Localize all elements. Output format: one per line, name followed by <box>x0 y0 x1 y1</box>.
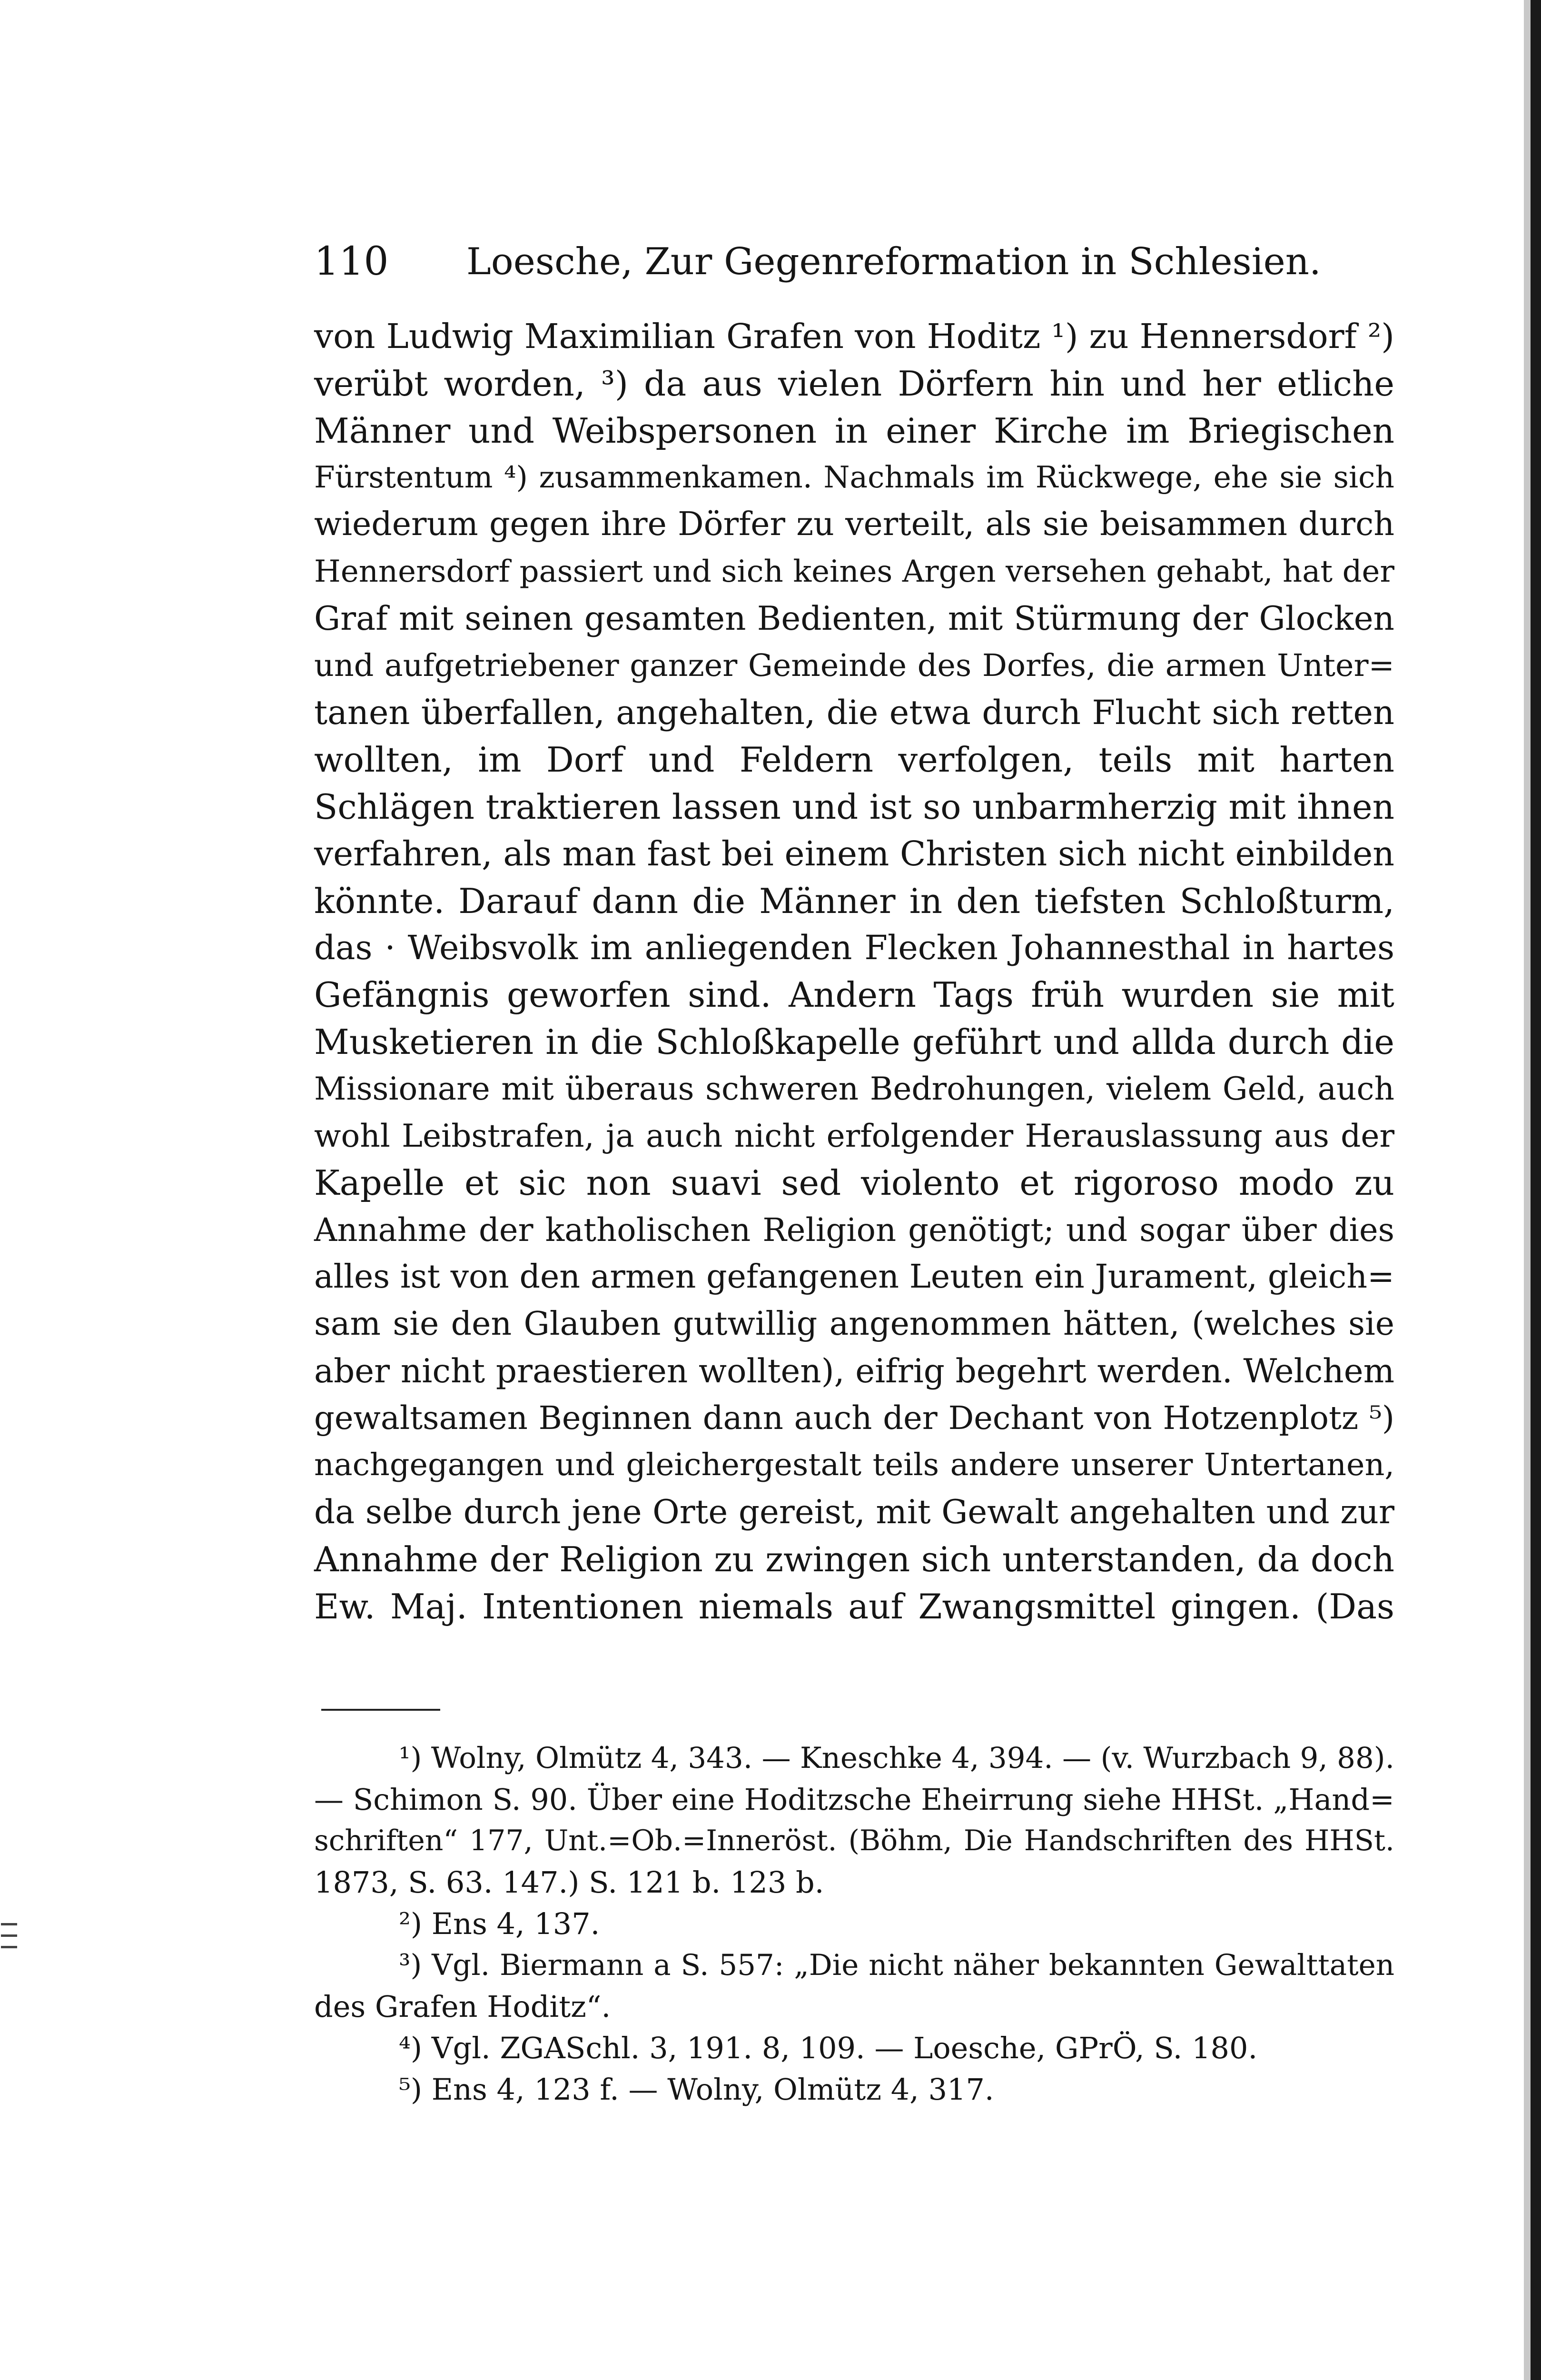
page-number: 110 <box>314 239 389 284</box>
text-line: Musketieren in die Schloßkapelle geführt und allda durch die <box>314 1021 1394 1062</box>
text-line: alles ist von den armen gefangenen Leuten ein Jurament, gleich= <box>314 1258 1394 1296</box>
text-line: verübt worden, ³) da aus vielen Dörfern hin und her etliche <box>314 363 1394 404</box>
footnote-line: — Schimon S. 90. Über eine Hoditzsche Eheirrung siehe HHSt. „Hand= <box>314 1782 1394 1817</box>
page-header <box>314 233 1394 290</box>
text-line: da selbe durch jene Orte gereist, mit Gewalt angehalten und zur <box>314 1493 1394 1531</box>
footnote-1: ¹) Wolny, Olmütz 4, 343. — Kneschke 4, 394. — (v. Wurzbach 9, 88). <box>399 1741 1394 1775</box>
footnote-2: ²) Ens 4, 137. <box>399 1906 600 1941</box>
text-line: von Ludwig Maximilian Grafen von Hoditz ¹) zu Hennersdorf ²) <box>314 317 1394 356</box>
text-line: Missionare mit überaus schweren Bedrohungen, vielem Geld, auch <box>314 1070 1394 1107</box>
running-title: Loesche, Zur Gegenreformation in Schlesien. <box>466 240 1321 283</box>
text-line: wollten, im Dorf und Feldern verfolgen, teils mit harten <box>314 740 1394 780</box>
text-line: aber nicht praestieren wollten), eifrig begehrt werden. Welchem <box>314 1352 1394 1390</box>
footnote-3: ³) Vgl. Biermann a S. 557: „Die nicht näher bekannten Gewalttaten <box>399 1948 1394 1982</box>
text-line: tanen überfallen, angehalten, die etwa durch Flucht sich retten <box>314 693 1394 733</box>
body-text <box>314 313 1394 1630</box>
text-line: wiederum gegen ihre Dörfer zu verteilt, als sie beisammen durch <box>314 506 1394 544</box>
text-line: nachgegangen und gleichergestalt teils andere unserer Untertanen, <box>314 1447 1394 1483</box>
text-line: Männer und Weibspersonen in einer Kirche im Briegischen <box>314 410 1394 451</box>
text-line: verfahren, als man fast bei einem Christen sich nicht einbilden <box>314 833 1394 873</box>
text-line: Graf mit seinen gesamten Bedienten, mit Stürmung der Glocken <box>314 599 1394 638</box>
scan-margin-marks <box>0 1923 19 1952</box>
page-edge-shadow <box>1524 0 1531 2380</box>
scan-border <box>1531 0 1541 2380</box>
footnote-line: des Grafen Hoditz“. <box>314 1989 611 2024</box>
text-line: und aufgetriebener ganzer Gemeinde des Dorfes, die armen Unter= <box>314 647 1394 684</box>
footnote-line: 1873, S. 63. 147.) S. 121 b. 123 b. <box>314 1865 824 1900</box>
text-line: Fürstentum ⁴) zusammenkamen. Nachmals im Rückwege, ehe sie sich <box>314 460 1394 495</box>
text-line: Schlägen traktieren lassen und ist so unbarmherzig mit ihnen <box>314 786 1394 827</box>
footnote-4: ⁴) Vgl. ZGASchl. 3, 191. 8, 109. — Loesche, GPrÖ, S. 180. <box>399 2031 1258 2065</box>
text-line: Kapelle et sic non suavi sed violento et rigoroso modo zu <box>314 1163 1394 1203</box>
text-line: könnte. Darauf dann die Männer in den tiefsten Schloßturm, <box>314 881 1394 921</box>
footnote-5: ⁵) Ens 4, 123 f. — Wolny, Olmütz 4, 317. <box>399 2072 994 2107</box>
footnotes <box>314 1737 1394 2110</box>
text-line: Hennersdorf passiert und sich keines Argen versehen gehabt, hat der <box>314 554 1394 589</box>
text-line: Gefängnis geworfen sind. Andern Tags früh wurden sie mit <box>314 975 1394 1015</box>
text-line: Ew. Maj. Intentionen niemals auf Zwangsmittel gingen. (Das <box>314 1586 1394 1626</box>
text-line: Annahme der katholischen Religion genötigt; und sogar über dies <box>314 1211 1394 1249</box>
text-line: Annahme der Religion zu zwingen sich unterstanden, da doch <box>314 1539 1394 1579</box>
text-line: gewaltsamen Beginnen dann auch der Dechant von Hotzenplotz ⁵) <box>314 1399 1394 1437</box>
text-line: das · Weibsvolk im anliegenden Flecken Johannesthal in hartes <box>314 928 1394 968</box>
text-line: wohl Leibstrafen, ja auch nicht erfolgender Herauslassung aus der <box>314 1117 1394 1154</box>
footnote-line: schriften“ 177, Unt.=Ob.=Inneröst. (Böhm, Die Handschriften des HHSt. <box>314 1824 1394 1857</box>
footnote-rule <box>321 1709 440 1711</box>
text-line: sam sie den Glauben gutwillig angenommen hätten, (welches sie <box>314 1305 1394 1343</box>
